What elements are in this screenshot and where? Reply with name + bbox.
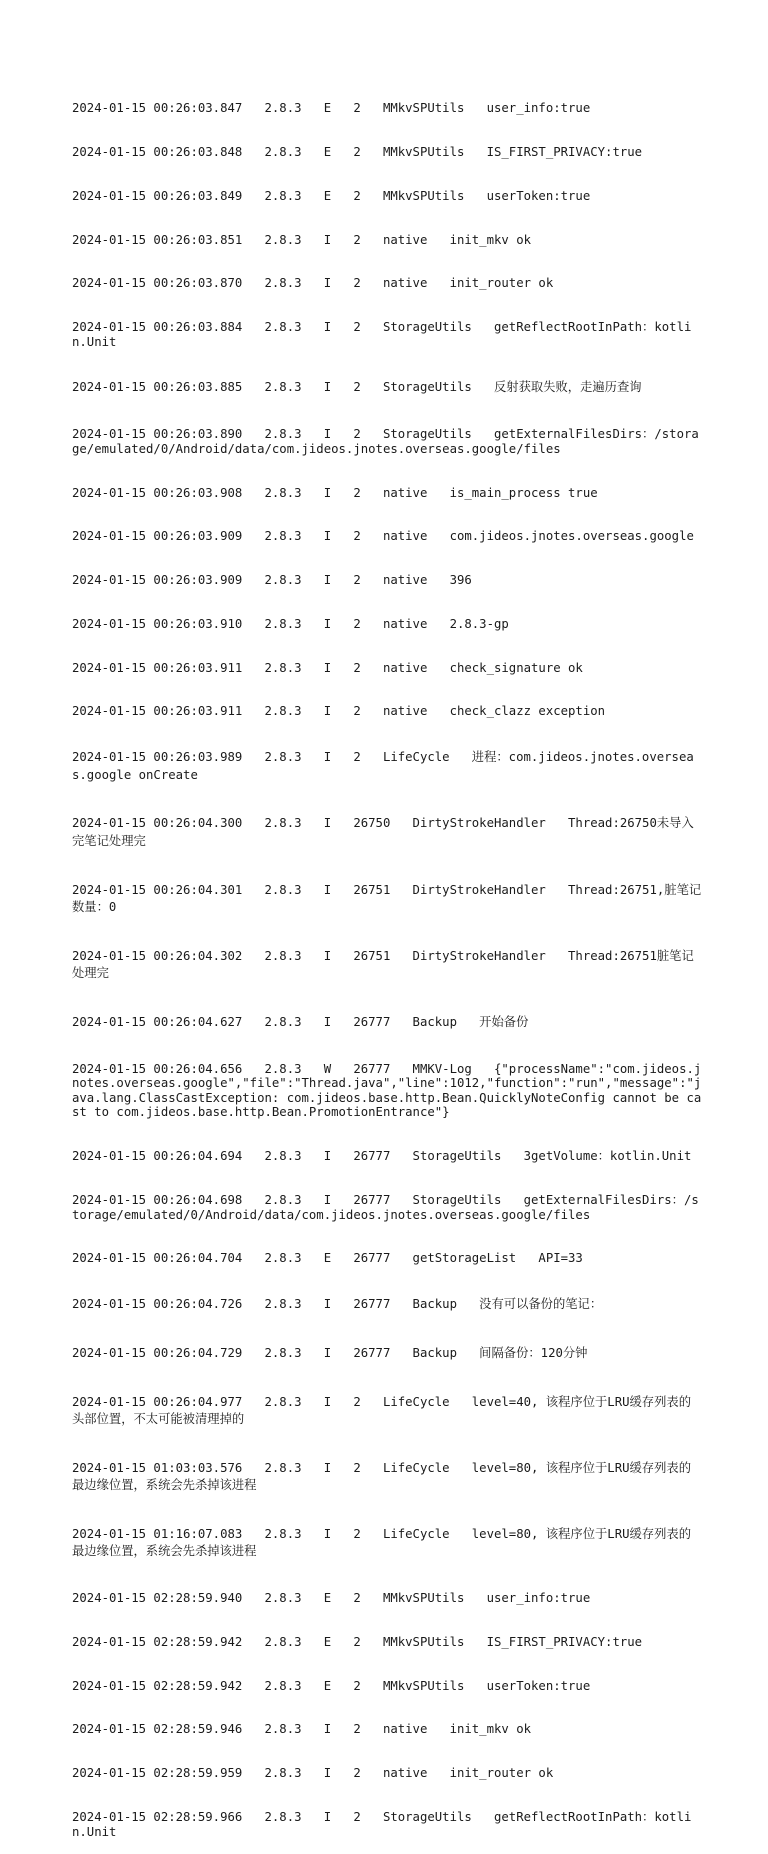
log-line: 2024-01-15 02:28:59.966 2.8.3 I 2 StorageUtils getReflectRootInPath：kotlin.Unit (72, 1810, 692, 1839)
log-line: 2024-01-15 00:26:03.910 2.8.3 I 2 native 2.8.3-gp (72, 616, 509, 631)
log-line: 2024-01-15 00:26:03.911 2.8.3 I 2 native check_clazz exception (72, 704, 606, 719)
log-line: 2024-01-15 00:26:03.908 2.8.3 I 2 native is_main_process true (72, 485, 598, 500)
log-line: 2024-01-15 02:28:59.942 2.8.3 E 2 MMkvSPUtils userToken:true (72, 1678, 591, 1693)
log-line: 2024-01-15 02:28:59.942 2.8.3 E 2 MMkvSPUtils IS_FIRST_PRIVACY:true (72, 1634, 643, 1649)
log-line: 2024-01-15 00:26:04.977 2.8.3 I 2 LifeCycle level=40, 该程序位于LRU缓存列表的头部位置，不太可能被清理掉的 (72, 1394, 691, 1427)
log-line: 2024-01-15 00:26:03.911 2.8.3 I 2 native check_signature ok (72, 660, 583, 675)
log-line: 2024-01-15 00:26:04.300 2.8.3 I 26750 DirtyStrokeHandler Thread:26750未导入完笔记处理完 (72, 816, 694, 848)
log-line: 2024-01-15 00:26:03.885 2.8.3 I 2 StorageUtils 反射获取失败，走遍历查询 (72, 380, 642, 395)
log-line: 2024-01-15 00:26:03.870 2.8.3 I 2 native init_router ok (72, 276, 554, 291)
log-line: 2024-01-15 00:26:03.890 2.8.3 I 2 StorageUtils getExternalFilesDirs：/storage/emulated/0/Android/data/com.jideos.jnotes.overseas.google/files (72, 427, 699, 456)
log-line: 2024-01-15 00:26:04.656 2.8.3 W 26777 MMKV-Log {"processName":"com.jideos.jnotes.overseas.google","file":"Thread.java","line":1012,"function":"run","message":"java.lang.ClassCastException: com.jideos.base.http.Bean.QuicklyNoteConfig cannot be cast to com.jideos.base.http.Bean.PromotionEntrance"} (72, 1061, 702, 1120)
log-line: 2024-01-15 00:26:04.694 2.8.3 I 26777 StorageUtils 3getVolume：kotlin.Unit (72, 1149, 692, 1164)
log-line: 2024-01-15 01:03:03.576 2.8.3 I 2 LifeCycle level=80, 该程序位于LRU缓存列表的最边缘位置，系统会先杀掉该进程 (72, 1460, 691, 1493)
log-line: 2024-01-15 00:26:03.849 2.8.3 E 2 MMkvSPUtils userToken:true (72, 188, 591, 203)
log-line: 2024-01-15 00:26:03.884 2.8.3 I 2 StorageUtils getReflectRootInPath：kotlin.Unit (72, 320, 692, 349)
log-line: 2024-01-15 00:26:04.729 2.8.3 I 26777 Backup 间隔备份：120分钟 (72, 1345, 588, 1360)
log-line: 2024-01-15 02:28:59.946 2.8.3 I 2 native init_mkv ok (72, 1722, 532, 1737)
log-line: 2024-01-15 00:26:04.627 2.8.3 I 26777 Backup 开始备份 (72, 1014, 529, 1029)
log-line: 2024-01-15 00:26:03.851 2.8.3 I 2 native init_mkv ok (72, 232, 532, 247)
log-line: 2024-01-15 00:26:03.909 2.8.3 I 2 native com.jideos.jnotes.overseas.google (72, 529, 694, 544)
log-line: 2024-01-15 00:26:03.848 2.8.3 E 2 MMkvSPUtils IS_FIRST_PRIVACY:true (72, 144, 643, 159)
log-line: 2024-01-15 00:26:04.301 2.8.3 I 26751 DirtyStrokeHandler Thread:26751,脏笔记数量：0 (72, 882, 702, 915)
log-line: 2024-01-15 02:28:59.959 2.8.3 I 2 native init_router ok (72, 1766, 554, 1781)
log-line: 2024-01-15 00:26:04.698 2.8.3 I 26777 StorageUtils getExternalFilesDirs：/storage/emulated/0/Android/data/com.jideos.jnotes.overseas.google/files (72, 1193, 699, 1222)
log-line: 2024-01-15 00:26:04.726 2.8.3 I 26777 Backup 没有可以备份的笔记： (72, 1297, 603, 1312)
log-line: 2024-01-15 00:26:03.909 2.8.3 I 2 native 396 (72, 573, 472, 588)
log-line: 2024-01-15 01:16:07.083 2.8.3 I 2 LifeCycle level=80, 该程序位于LRU缓存列表的最边缘位置，系统会先杀掉该进程 (72, 1526, 691, 1559)
log-document (72, 72, 702, 1854)
log-line: 2024-01-15 00:26:04.704 2.8.3 E 26777 getStorageList API=33 (72, 1251, 583, 1266)
log-line: 2024-01-15 00:26:04.302 2.8.3 I 26751 DirtyStrokeHandler Thread:26751脏笔记处理完 (72, 948, 694, 981)
log-line: 2024-01-15 00:26:03.989 2.8.3 I 2 LifeCycle 进程：com.jideos.jnotes.overseas.google onCreate (72, 750, 694, 782)
log-line: 2024-01-15 02:28:59.940 2.8.3 E 2 MMkvSPUtils user_info:true (72, 1591, 591, 1606)
log-line: 2024-01-15 00:26:03.847 2.8.3 E 2 MMkvSPUtils user_info:true (72, 101, 591, 116)
